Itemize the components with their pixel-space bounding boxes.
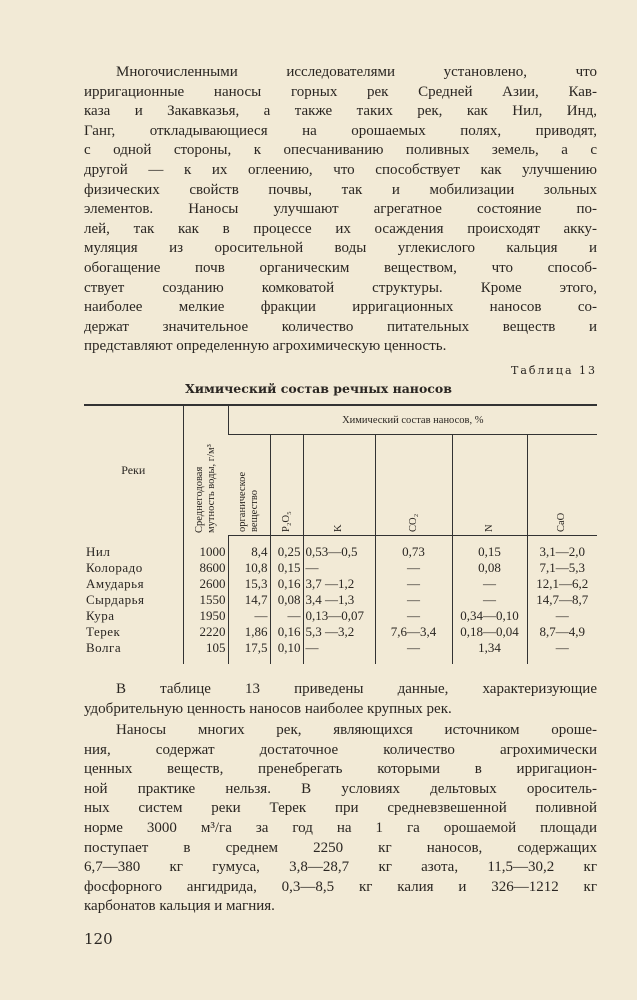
table-row bbox=[84, 640, 597, 664]
paragraph-table-reference bbox=[84, 680, 597, 719]
cell-k: 5,3 —3,2 bbox=[303, 624, 375, 640]
cell-turbidity: 1950 bbox=[183, 608, 228, 624]
paragraph-intro bbox=[84, 63, 597, 357]
header-co2: CO₂ bbox=[375, 435, 452, 536]
cell-cao: 7,1—5,3 bbox=[527, 560, 597, 576]
cell-n: — bbox=[452, 576, 527, 592]
paragraph-terek-sediments bbox=[84, 721, 597, 917]
cell-p2o5: 0,16 bbox=[270, 576, 303, 592]
cell-river: Терек bbox=[86, 624, 121, 639]
cell-co2: — bbox=[375, 576, 452, 592]
text-line: Многочисленными исследователями установлено, что bbox=[116, 64, 597, 80]
cell-co2: 0,73 bbox=[375, 536, 452, 561]
text-line: ной практике нельзя. В условиях дельтовых ороситель- bbox=[84, 780, 597, 797]
cell-cao: 12,1—6,2 bbox=[527, 576, 597, 592]
cell-turbidity: 2600 bbox=[183, 576, 228, 592]
text-line: фосфорного ангидрида, 0,3—8,5 кг калия и 326—1212 кг bbox=[84, 878, 597, 895]
cell-k: 0,53—0,5 bbox=[303, 536, 375, 561]
cell-n: — bbox=[452, 592, 527, 608]
text-line: ных систем реки Терек при средневзвешенной поливной bbox=[84, 800, 597, 817]
cell-p2o5: 0,10 bbox=[270, 640, 303, 664]
header-rivers: Реки bbox=[84, 405, 183, 536]
text-line: наиболее мелкие фракции ирригационных наносов со- bbox=[84, 299, 597, 316]
page-number: 120 bbox=[84, 930, 113, 948]
cell-organic: 17,5 bbox=[228, 640, 270, 664]
header-p2o5: P₂O₅ bbox=[270, 435, 303, 536]
text-line: элементов. Наносы улучшают агрегатное состояние по- bbox=[84, 201, 597, 218]
table-row bbox=[84, 624, 597, 640]
cell-organic: 10,8 bbox=[228, 560, 270, 576]
cell-organic: — bbox=[228, 608, 270, 624]
cell-co2: — bbox=[375, 560, 452, 576]
text-line: норме 3000 м³/га за год на 1 га орошаемой площади bbox=[84, 819, 597, 836]
table-row bbox=[84, 536, 597, 561]
table-label: Таблица 13 bbox=[511, 364, 597, 377]
chemical-composition-table bbox=[84, 404, 597, 664]
cell-co2: — bbox=[375, 592, 452, 608]
header-n: N bbox=[452, 435, 527, 536]
text-line: Наносы многих рек, являющихся источником ороше- bbox=[116, 722, 597, 738]
cell-p2o5: 0,25 bbox=[270, 536, 303, 561]
text-line: муляция из оросительной воды углекислого кальция и bbox=[84, 240, 597, 257]
text-line: с одной стороны, к опесчаниванию поливных земель, а с bbox=[84, 142, 597, 159]
cell-cao: — bbox=[527, 640, 597, 664]
cell-river: Амударья bbox=[86, 576, 145, 591]
cell-n: 0,15 bbox=[452, 536, 527, 561]
cell-cao: — bbox=[527, 608, 597, 624]
text-line: физических свойств почвы, так и мобилизации зольных bbox=[84, 181, 597, 198]
cell-n: 0,34—0,10 bbox=[452, 608, 527, 624]
cell-turbidity: 105 bbox=[183, 640, 228, 664]
cell-river: Кура bbox=[86, 608, 115, 623]
cell-cao: 3,1—2,0 bbox=[527, 536, 597, 561]
header-turbidity: Среднегодовая мутность воды, г/м³ bbox=[183, 405, 228, 536]
text-line: 6,7—380 кг гумуса, 3,8—28,7 кг азота, 11,5—30,2 кг bbox=[84, 859, 597, 876]
cell-turbidity: 8600 bbox=[183, 560, 228, 576]
table-row bbox=[84, 608, 597, 624]
cell-k: 3,4 —1,3 bbox=[303, 592, 375, 608]
header-k: K bbox=[303, 435, 375, 536]
cell-organic: 15,3 bbox=[228, 576, 270, 592]
cell-co2: — bbox=[375, 608, 452, 624]
cell-river: Волга bbox=[86, 640, 122, 655]
text-line: обогащение почв органическим веществом, что способ- bbox=[84, 259, 597, 276]
cell-p2o5: 0,08 bbox=[270, 592, 303, 608]
text-line: представляют определенную агрохимическую ценность. bbox=[84, 338, 447, 355]
text-line: лей, так как в процессе их осаждения происходят акку- bbox=[84, 220, 597, 237]
cell-turbidity: 2220 bbox=[183, 624, 228, 640]
text-line: ствует созданию комковатой структуры. Кроме этого, bbox=[84, 279, 597, 296]
cell-river: Колорадо bbox=[86, 560, 143, 575]
header-organic: органическое вещество bbox=[228, 435, 270, 536]
header-cao: CaO bbox=[527, 435, 597, 536]
cell-river: Сырдарья bbox=[86, 592, 145, 607]
cell-co2: 7,6—3,4 bbox=[375, 624, 452, 640]
cell-river: Нил bbox=[86, 543, 111, 559]
cell-k: — bbox=[303, 560, 375, 576]
cell-cao: 14,7—8,7 bbox=[527, 592, 597, 608]
text-line: ния, содержат достаточное количество агрохимически bbox=[84, 741, 597, 758]
cell-p2o5: — bbox=[270, 608, 303, 624]
cell-organic: 14,7 bbox=[228, 592, 270, 608]
cell-k: 3,7 —1,2 bbox=[303, 576, 375, 592]
text-line: другой — к их оглеению, что способствует как улучшению bbox=[84, 161, 597, 178]
cell-turbidity: 1550 bbox=[183, 592, 228, 608]
cell-n: 0,18—0,04 bbox=[452, 624, 527, 640]
text-line: поступает в среднем 2250 кг наносов, содержащих bbox=[84, 839, 597, 856]
text-line: ценных веществ, пренебрегать которыми в ирригацион- bbox=[84, 761, 597, 778]
cell-organic: 1,86 bbox=[228, 624, 270, 640]
cell-co2: — bbox=[375, 640, 452, 664]
cell-p2o5: 0,16 bbox=[270, 624, 303, 640]
cell-turbidity: 1000 bbox=[183, 536, 228, 561]
cell-p2o5: 0,15 bbox=[270, 560, 303, 576]
cell-cao: 8,7—4,9 bbox=[527, 624, 597, 640]
text-line: удобрительную ценность наносов наиболее крупных рек. bbox=[84, 700, 452, 717]
table-title: Химический состав речных наносов bbox=[185, 381, 452, 396]
text-line: держат значительное количество питательных веществ и bbox=[84, 318, 597, 335]
cell-n: 1,34 bbox=[452, 640, 527, 664]
table-row bbox=[84, 576, 597, 592]
cell-k: — bbox=[303, 640, 375, 664]
text-line: ирригационные наносы горных рек Средней Азии, Кав- bbox=[84, 83, 597, 100]
cell-organic: 8,4 bbox=[228, 536, 270, 561]
cell-k: 0,13—0,07 bbox=[303, 608, 375, 624]
header-chemical-group: Химический состав наносов, % bbox=[228, 405, 597, 435]
text-line: В таблице 13 приведены данные, характеризующие bbox=[116, 681, 597, 697]
text-line: Ганг, откладывающиеся на орошаемых полях, приводят, bbox=[84, 122, 597, 139]
table-row bbox=[84, 592, 597, 608]
table-row bbox=[84, 560, 597, 576]
text-line: карбонатов кальция и магния. bbox=[84, 898, 275, 915]
cell-n: 0,08 bbox=[452, 560, 527, 576]
text-line: каза и Закавказья, а также таких рек, как Нил, Инд, bbox=[84, 103, 597, 120]
